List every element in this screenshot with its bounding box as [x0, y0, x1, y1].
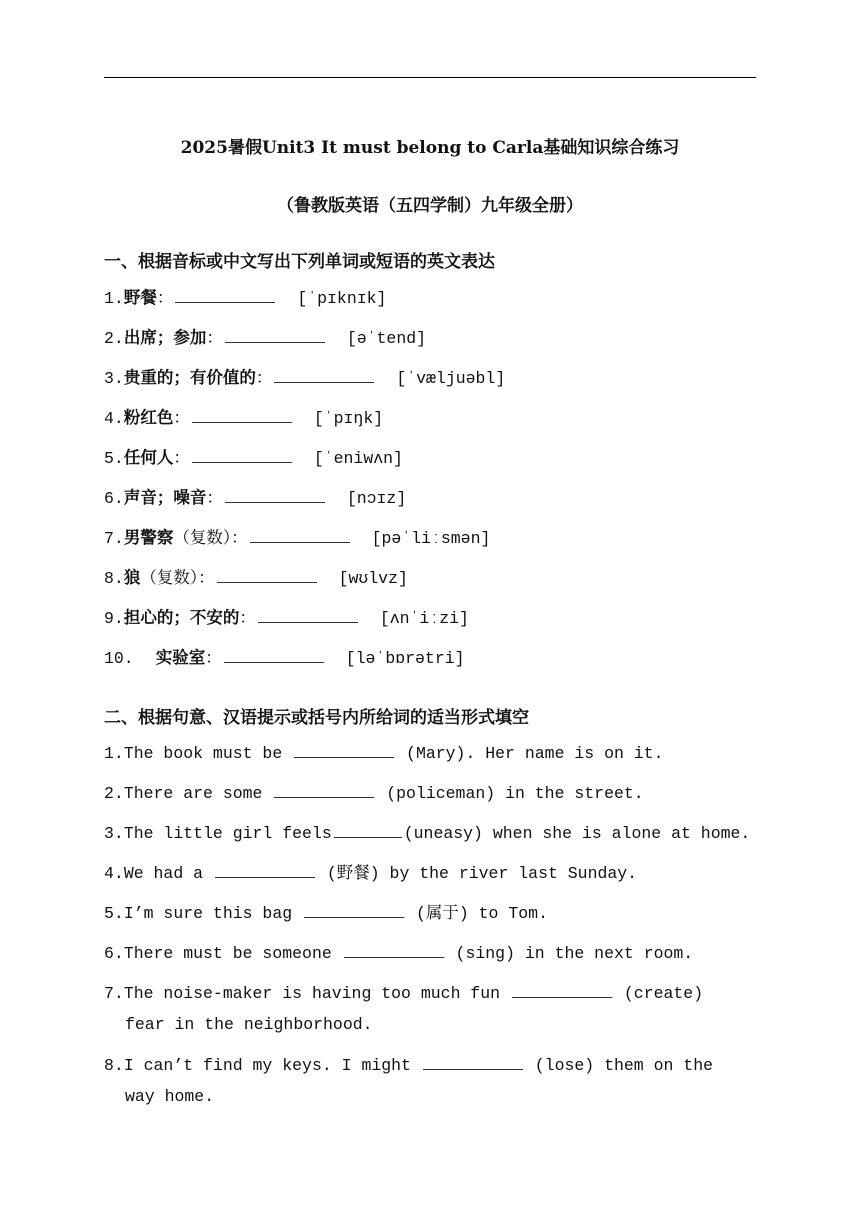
answer-blank[interactable]	[192, 408, 292, 423]
item-note: （复数）	[140, 568, 199, 587]
answer-blank[interactable]	[344, 943, 444, 958]
answer-blank[interactable]	[175, 288, 275, 303]
vocab-item	[104, 607, 469, 630]
sentence-item	[104, 943, 693, 965]
item-colon: ：	[239, 608, 256, 627]
item-chinese: 声音；噪音	[123, 488, 207, 507]
item-chinese: 贵重的；有价值的	[123, 368, 256, 387]
item-number: 7.	[104, 529, 124, 548]
sentence-hint: (Mary). Her name is on it.	[396, 744, 664, 763]
answer-blank[interactable]	[274, 783, 374, 798]
vocab-item	[104, 327, 426, 350]
item-colon: ：	[206, 328, 223, 347]
item-phonetic: [əˈtend]	[346, 329, 427, 348]
vocab-item	[104, 367, 505, 390]
item-number: 10.	[104, 649, 134, 668]
section1-heading: 一、根据音标或中文写出下列单词或短语的英文表达	[104, 252, 495, 272]
answer-blank[interactable]	[225, 328, 325, 343]
sentence-text: The book must be	[123, 744, 293, 763]
sentence-item	[104, 983, 703, 1005]
item-chinese: 狼	[123, 568, 141, 587]
item-colon: ：	[156, 288, 174, 307]
sentence-item	[104, 903, 548, 925]
header-rule	[104, 77, 756, 78]
item-colon: ：	[206, 488, 223, 507]
item-colon: ：	[231, 528, 248, 547]
answer-blank[interactable]	[512, 983, 612, 998]
item-number: 5.	[104, 904, 124, 923]
item-colon: ：	[205, 648, 222, 667]
item-number: 8.	[104, 1056, 124, 1075]
item-phonetic: [ˈeniwʌn]	[313, 449, 403, 468]
item-number: 5.	[104, 449, 124, 468]
item-chinese: 野餐	[123, 288, 157, 307]
item-number: 2.	[104, 329, 124, 348]
item-number: 3.	[104, 824, 124, 843]
item-chinese: 出席；参加	[123, 328, 207, 347]
answer-blank[interactable]	[334, 823, 402, 838]
vocab-item	[104, 447, 403, 470]
vocab-item	[104, 287, 386, 310]
item-number: 4.	[104, 409, 124, 428]
answer-blank[interactable]	[250, 528, 350, 543]
item-colon: ：	[173, 408, 190, 427]
answer-blank[interactable]	[294, 743, 394, 758]
answer-blank[interactable]	[225, 488, 325, 503]
worksheet-title: 2025暑假Unit3 It must belong to Carla基础知识综合练习	[180, 138, 680, 158]
sentence-text: There must be someone	[123, 944, 342, 963]
sentence-hint: (create)	[613, 984, 704, 1003]
answer-blank[interactable]	[274, 368, 374, 383]
answer-blank[interactable]	[224, 648, 324, 663]
item-chinese: 担心的；不安的	[123, 608, 240, 627]
item-note: （复数）	[173, 528, 232, 547]
vocab-item	[104, 567, 408, 590]
answer-blank[interactable]	[192, 448, 292, 463]
vocab-item	[104, 487, 406, 510]
answer-blank[interactable]	[258, 608, 358, 623]
item-phonetic: [ˈvæljuəbl]	[396, 369, 506, 388]
item-colon: ：	[255, 368, 273, 387]
item-phonetic: [wʊlvz]	[338, 569, 408, 588]
sentence-text: The little girl feels	[123, 824, 332, 843]
item-number: 1.	[104, 744, 124, 763]
item-number: 2.	[104, 784, 124, 803]
sentence-hint: (野餐) by the river last Sunday.	[316, 864, 638, 883]
sentence-item	[104, 783, 644, 805]
item-phonetic: [ˈpɪknɪk]	[297, 289, 387, 308]
item-chinese: 男警察	[123, 528, 174, 547]
sentence-hint: (属于) to Tom.	[406, 904, 548, 923]
vocab-item	[104, 527, 490, 550]
item-number: 1.	[104, 289, 124, 308]
item-phonetic: [ləˈbɒrətri]	[345, 649, 465, 668]
item-number: 9.	[104, 609, 124, 628]
sentence-hint: (uneasy) when she is alone at home.	[403, 824, 751, 843]
sentence-text: There are some	[123, 784, 273, 803]
sentence-hint: (lose) them on the	[524, 1056, 714, 1075]
item-number: 8.	[104, 569, 124, 588]
sentence-continuation: fear in the neighborhood.	[125, 1015, 373, 1034]
item-phonetic: [ˈpɪŋk]	[313, 409, 384, 428]
item-number: 6.	[104, 489, 124, 508]
item-number: 4.	[104, 864, 124, 883]
item-chinese: 粉红色	[123, 408, 174, 427]
answer-blank[interactable]	[215, 863, 315, 878]
sentence-item	[104, 863, 637, 885]
worksheet-subtitle: （鲁教版英语（五四学制）九年级全册）	[277, 196, 583, 216]
item-phonetic: [pəˈliːsmən]	[371, 529, 491, 548]
sentence-text: We had a	[123, 864, 213, 883]
sentence-item	[104, 743, 663, 765]
sentence-text: I’m sure this bag	[123, 904, 303, 923]
item-chinese: 实验室	[155, 648, 206, 667]
sentence-hint: (policeman) in the street.	[376, 784, 644, 803]
sentence-item	[104, 1055, 713, 1077]
vocab-item	[104, 407, 383, 430]
item-number: 6.	[104, 944, 124, 963]
section2-heading: 二、根据句意、汉语提示或括号内所给词的适当形式填空	[104, 708, 529, 728]
sentence-text: The noise-maker is having too much fun	[123, 984, 510, 1003]
sentence-hint: (sing) in the next room.	[445, 944, 694, 963]
item-phonetic: [ʌnˈiːzi]	[379, 609, 469, 628]
sentence-continuation: way home.	[125, 1087, 215, 1106]
item-colon: ：	[198, 568, 215, 587]
item-chinese: 任何人	[123, 448, 174, 467]
answer-blank[interactable]	[304, 903, 404, 918]
answer-blank[interactable]	[217, 568, 317, 583]
item-phonetic: [nɔɪz]	[346, 489, 407, 508]
answer-blank[interactable]	[423, 1055, 523, 1070]
item-colon: ：	[173, 448, 190, 467]
vocab-item	[104, 647, 465, 670]
item-number: 3.	[104, 369, 124, 388]
item-number: 7.	[104, 984, 124, 1003]
sentence-item	[104, 823, 750, 845]
sentence-text: I can’t find my keys. I might	[123, 1056, 421, 1075]
